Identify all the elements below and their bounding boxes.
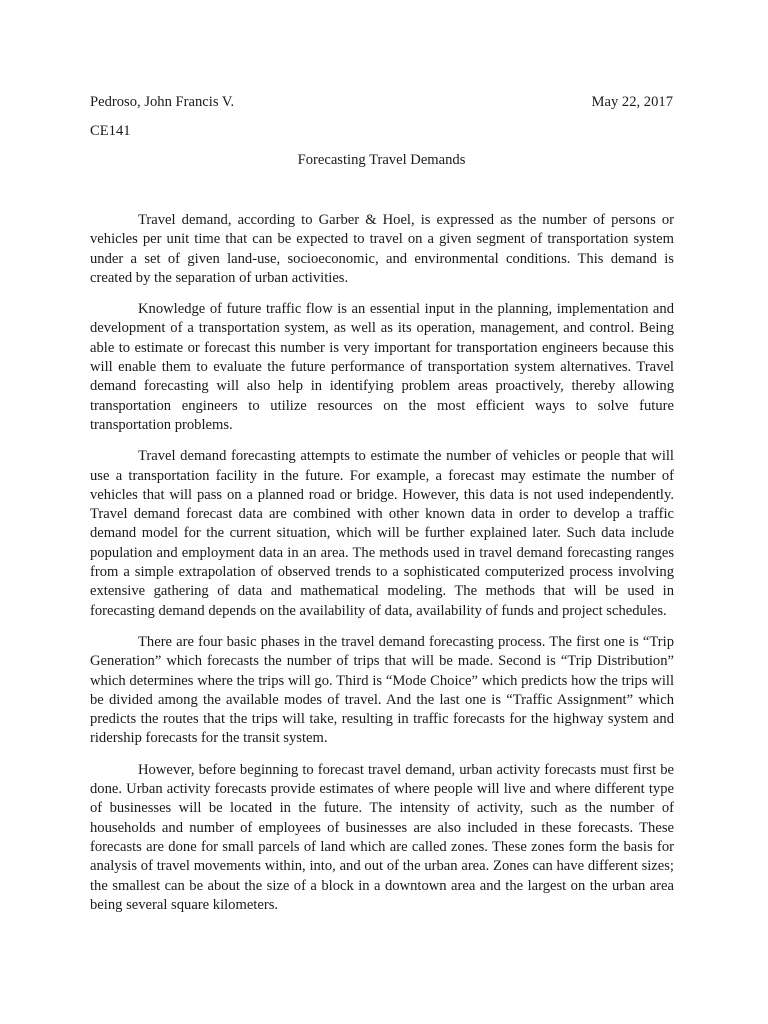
course-code: CE141 xyxy=(90,123,131,139)
document-date: May 22, 2017 xyxy=(591,94,673,110)
paragraph-3: Travel demand forecasting attempts to estimate the number of vehicles or people that will use a transportation facility in the future. For example, a forecast may estimate the number of vehicles that will pass on a planned road or bridge. However, this data is not used independently. Travel demand forecast data are combined with other known data in order to develop a traffic demand model for the current situation, which will be further explained later. Such data include population and employment data in an area. The methods used in travel demand forecasting ranges from a simple extrapolation of observed trends to a sophisticated computerized process involving extensive gathering of data and mathematical modeling. The methods that will be used in forecasting demand depends on the availability of data, availability of funds and project schedules. xyxy=(90,448,674,619)
document-header xyxy=(90,92,673,112)
paragraph-1: Travel demand, according to Garber & Hoel, is expressed as the number of persons or vehicles per unit time that can be expected to travel on a given segment of transportation system under a set of given land-use, socioeconomic, and environmental conditions. This demand is created by the separation of urban activities. xyxy=(90,212,674,286)
document-title: Forecasting Travel Demands xyxy=(297,152,466,168)
paragraph-4: There are four basic phases in the travel demand forecasting process. The first one is “Trip Generation” which forecasts the number of trips that will be made. Second is “Trip Distribution” which determines where the trips will go. Third is “Mode Choice” which predicts how the trips will be divided among the available modes of travel. And the last one is “Traffic Assignment” which predicts the routes that the trips will take, resulting in traffic forecasts for the highway system and ridership forecasts for the transit system. xyxy=(90,633,674,747)
paragraph-5: However, before beginning to forecast travel demand, urban activity forecasts must first be done. Urban activity forecasts provide estimates of where people will live and where different type of businesses will be located in the future. The intensity of activity, such as the number of households and number of employees of businesses are also included in these forecasts. These forecasts are done for small parcels of land which are called zones. These zones form the basis for analysis of travel movements within, into, and out of the urban area. Zones can have different sizes; the smallest can be about the size of a block in a downtown area and the largest on the urban area being several square kilometers. xyxy=(90,761,674,913)
author-name: Pedroso, John Francis V. xyxy=(90,94,235,110)
paragraph-2: Knowledge of future traffic flow is an essential input in the planning, implementation and development of a transportation system, as well as its operation, management, and control. Being able to estimate or forecast this number is very important for transportation engineers because this will enable them to evaluate the future performance of transportation system alternatives. Travel demand forecasting will also help in identifying problem areas proactively, thereby allowing transportation engineers to utilize resources on the most efficient ways to solve future transportation problems. xyxy=(90,301,674,433)
document-body xyxy=(90,211,674,927)
